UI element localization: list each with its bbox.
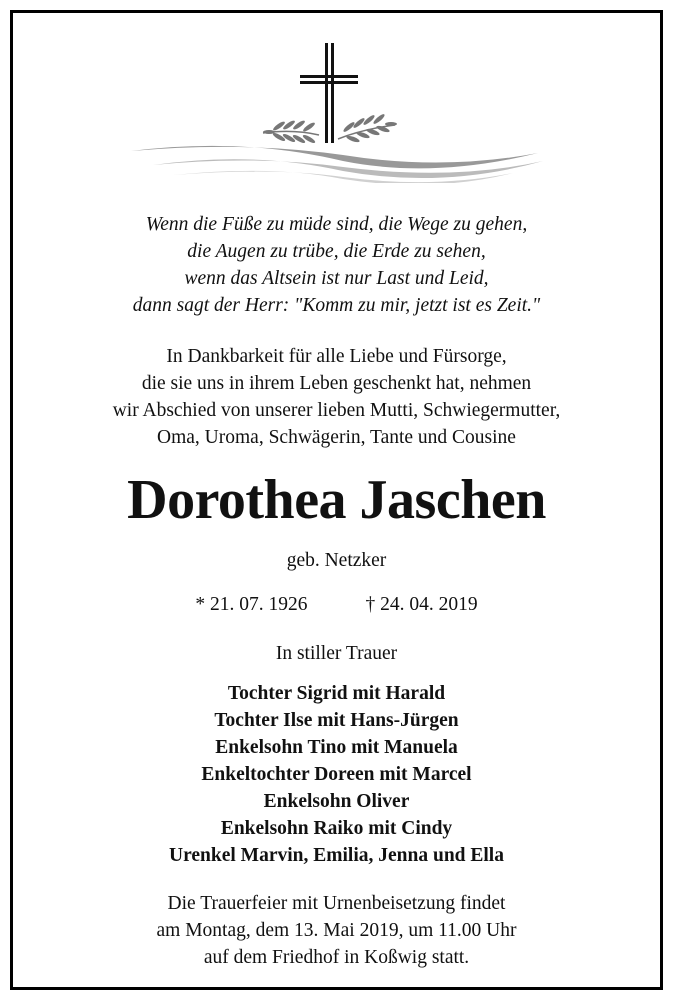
- intro-line: wir Abschied von unserer lieben Mutti, Schwiegermutter,: [112, 400, 561, 421]
- cross-with-palm-branches-icon: [13, 43, 660, 183]
- service-line: Die Trauerfeier mit Urnenbeisetzung findet: [167, 893, 506, 914]
- poem: [13, 211, 660, 319]
- poem-line: dann sagt der Herr: "Komm zu mir, jetzt ist es Zeit.": [132, 295, 541, 316]
- family-member: Enkelsohn Tino mit Manuela: [215, 737, 458, 758]
- poem-line: Wenn die Füße zu müde sind, die Wege zu gehen,: [145, 214, 528, 235]
- poem-line: wenn das Altsein ist nur Last und Leid,: [184, 268, 489, 289]
- service-line: auf dem Friedhof in Koßwig statt.: [203, 947, 470, 968]
- family-list: [13, 680, 660, 869]
- maiden-name: geb. Netzker: [286, 550, 387, 571]
- intro-text: [13, 343, 660, 451]
- family-member: Enkelsohn Raiko mit Cindy: [220, 818, 453, 839]
- poem-line: die Augen zu trübe, die Erde zu sehen,: [187, 241, 486, 262]
- family-member: Tochter Sigrid mit Harald: [227, 683, 446, 704]
- family-member: Urenkel Marvin, Emilia, Jenna und Ella: [169, 845, 504, 866]
- life-dates: [13, 591, 660, 618]
- death-date: † 24. 04. 2019: [365, 594, 478, 615]
- family-member: Enkeltochter Doreen mit Marcel: [201, 764, 472, 785]
- family-member: Enkelsohn Oliver: [263, 791, 410, 812]
- birth-date: * 21. 07. 1926: [195, 594, 308, 615]
- intro-line: In Dankbarkeit für alle Liebe und Fürsorge,: [166, 346, 507, 367]
- intro-line: die sie uns in ihrem Leben geschenkt hat, nehmen: [141, 373, 532, 394]
- family-member: Tochter Ilse mit Hans-Jürgen: [214, 710, 459, 731]
- service-line: am Montag, dem 13. Mai 2019, um 11.00 Uhr: [156, 920, 517, 941]
- intro-line: Oma, Uroma, Schwägerin, Tante und Cousine: [157, 427, 516, 448]
- service-info: [13, 890, 660, 971]
- mourning-label: In stiller Trauer: [275, 643, 398, 664]
- obituary-frame: [10, 10, 663, 990]
- deceased-name: Dorothea Jaschen: [127, 469, 546, 531]
